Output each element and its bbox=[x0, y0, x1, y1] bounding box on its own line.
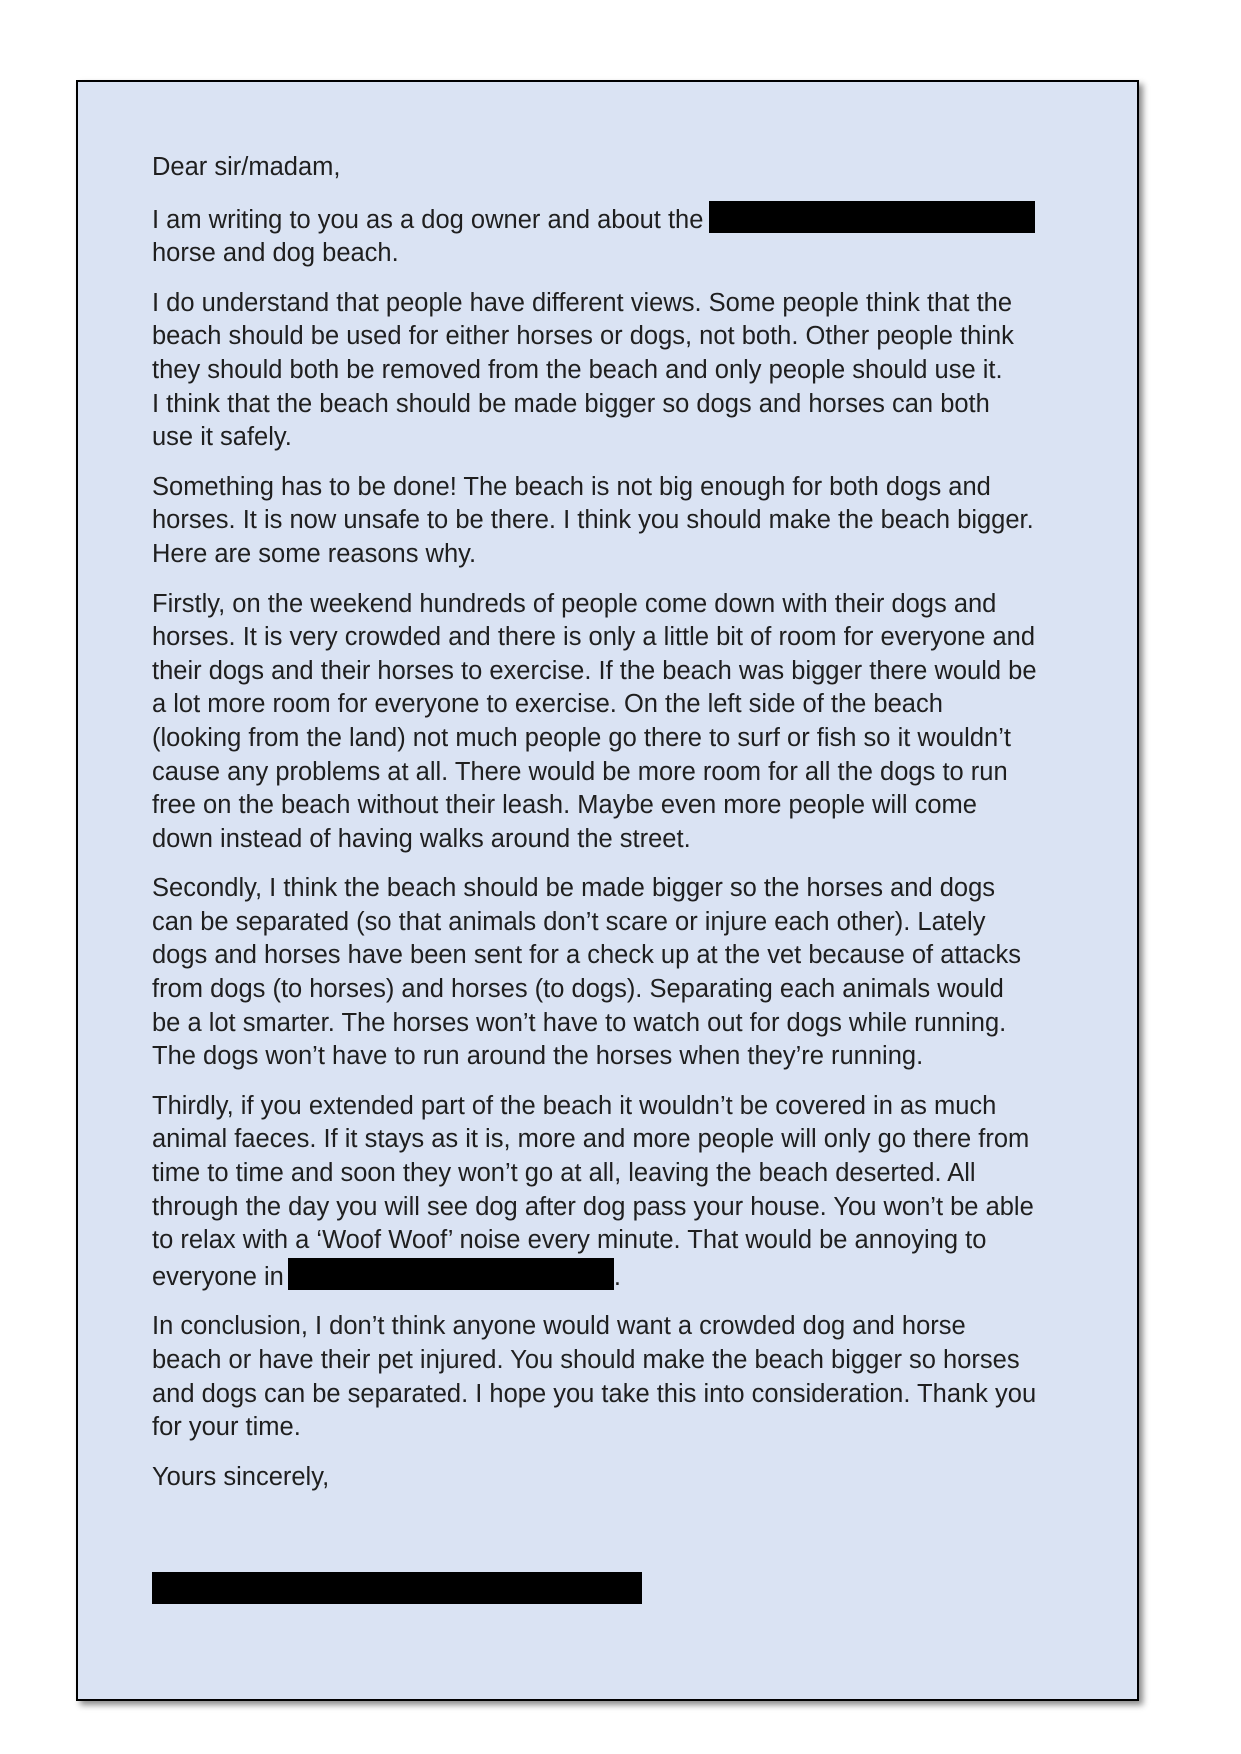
everyone-in-text: everyone in bbox=[152, 1262, 284, 1291]
redacted-signature bbox=[152, 1572, 642, 1604]
paragraph-thirdly bbox=[152, 1090, 1112, 1295]
thirdly-text: Thirdly, if you extended part of the beach it wouldn’t be covered in as much animal faeces. If it stays as it is, more and more people will only go there from time to time and soon they won’t go at all, leaving the beach deserted. All through the day you will see dog after dog pass your house. You won’t be able to relax with a ‘Woof Woof’ noise every minute. That would be annoying to bbox=[152, 1091, 1034, 1255]
paragraph-firstly: Firstly, on the weekend hundreds of people come down with their dogs and horses. It is very crowded and there is only a little bit of room for everyone and their dogs and their horses to exercise. If the beach was bigger there would be a lot more room for everyone to exercise. On the left side of the beach (looking from the land) not much people go there to surf or fish so it wouldn’t cause any problems at all. There would be more room for all the dogs to run free on the beach without their leash. Maybe even more people will come down instead of having walks around the street. bbox=[152, 589, 1037, 853]
closing: Yours sincerely, bbox=[152, 1462, 330, 1491]
salutation: Dear sir/madam, bbox=[152, 153, 341, 181]
intro-line-2: horse and dog beach. bbox=[152, 239, 399, 268]
signature-gap bbox=[152, 1510, 1112, 1572]
letter-body bbox=[152, 151, 1112, 1604]
redacted-location bbox=[709, 201, 1035, 233]
period: . bbox=[613, 1262, 621, 1291]
redacted-town bbox=[288, 1258, 614, 1290]
letter-page bbox=[76, 80, 1139, 1701]
thirdly-last-line bbox=[152, 1258, 1112, 1295]
paragraph-secondly: Secondly, I think the beach should be made bigger so the horses and dogs can be separated (so that animals don’t scare or injure each other). Lately dogs and horses have been sent for a check up at the vet because of attacks from dogs (to horses) and horses (to dogs). Separating each animals would be a lot smarter. The horses won’t have to watch out for dogs while running. The dogs won’t have to run around the horses when they’re running. bbox=[152, 874, 1021, 1071]
intro-text: I am writing to you as a dog owner and about the bbox=[152, 205, 704, 234]
paragraph-something-done: Something has to be done! The beach is not big enough for both dogs and horses. It is now unsafe to be there. I think you should make the beach bigger. Here are some reasons why. bbox=[152, 472, 1034, 568]
intro-line-1 bbox=[152, 201, 1112, 238]
paragraph-conclusion: In conclusion, I don’t think anyone would want a crowded dog and horse beach or have their pet injured. You should make the beach bigger so horses and dogs can be separated. I hope you take this into consideration. Thank you for your time. bbox=[152, 1312, 1037, 1442]
paragraph-views: I do understand that people have different views. Some people think that the beach should be used for either horses or dogs, not both. Other people think they should both be removed from the beach and only people should use it. I think that the beach should be made bigger so dogs and horses can both use it safely. bbox=[152, 288, 1014, 452]
intro-paragraph bbox=[152, 201, 1112, 271]
